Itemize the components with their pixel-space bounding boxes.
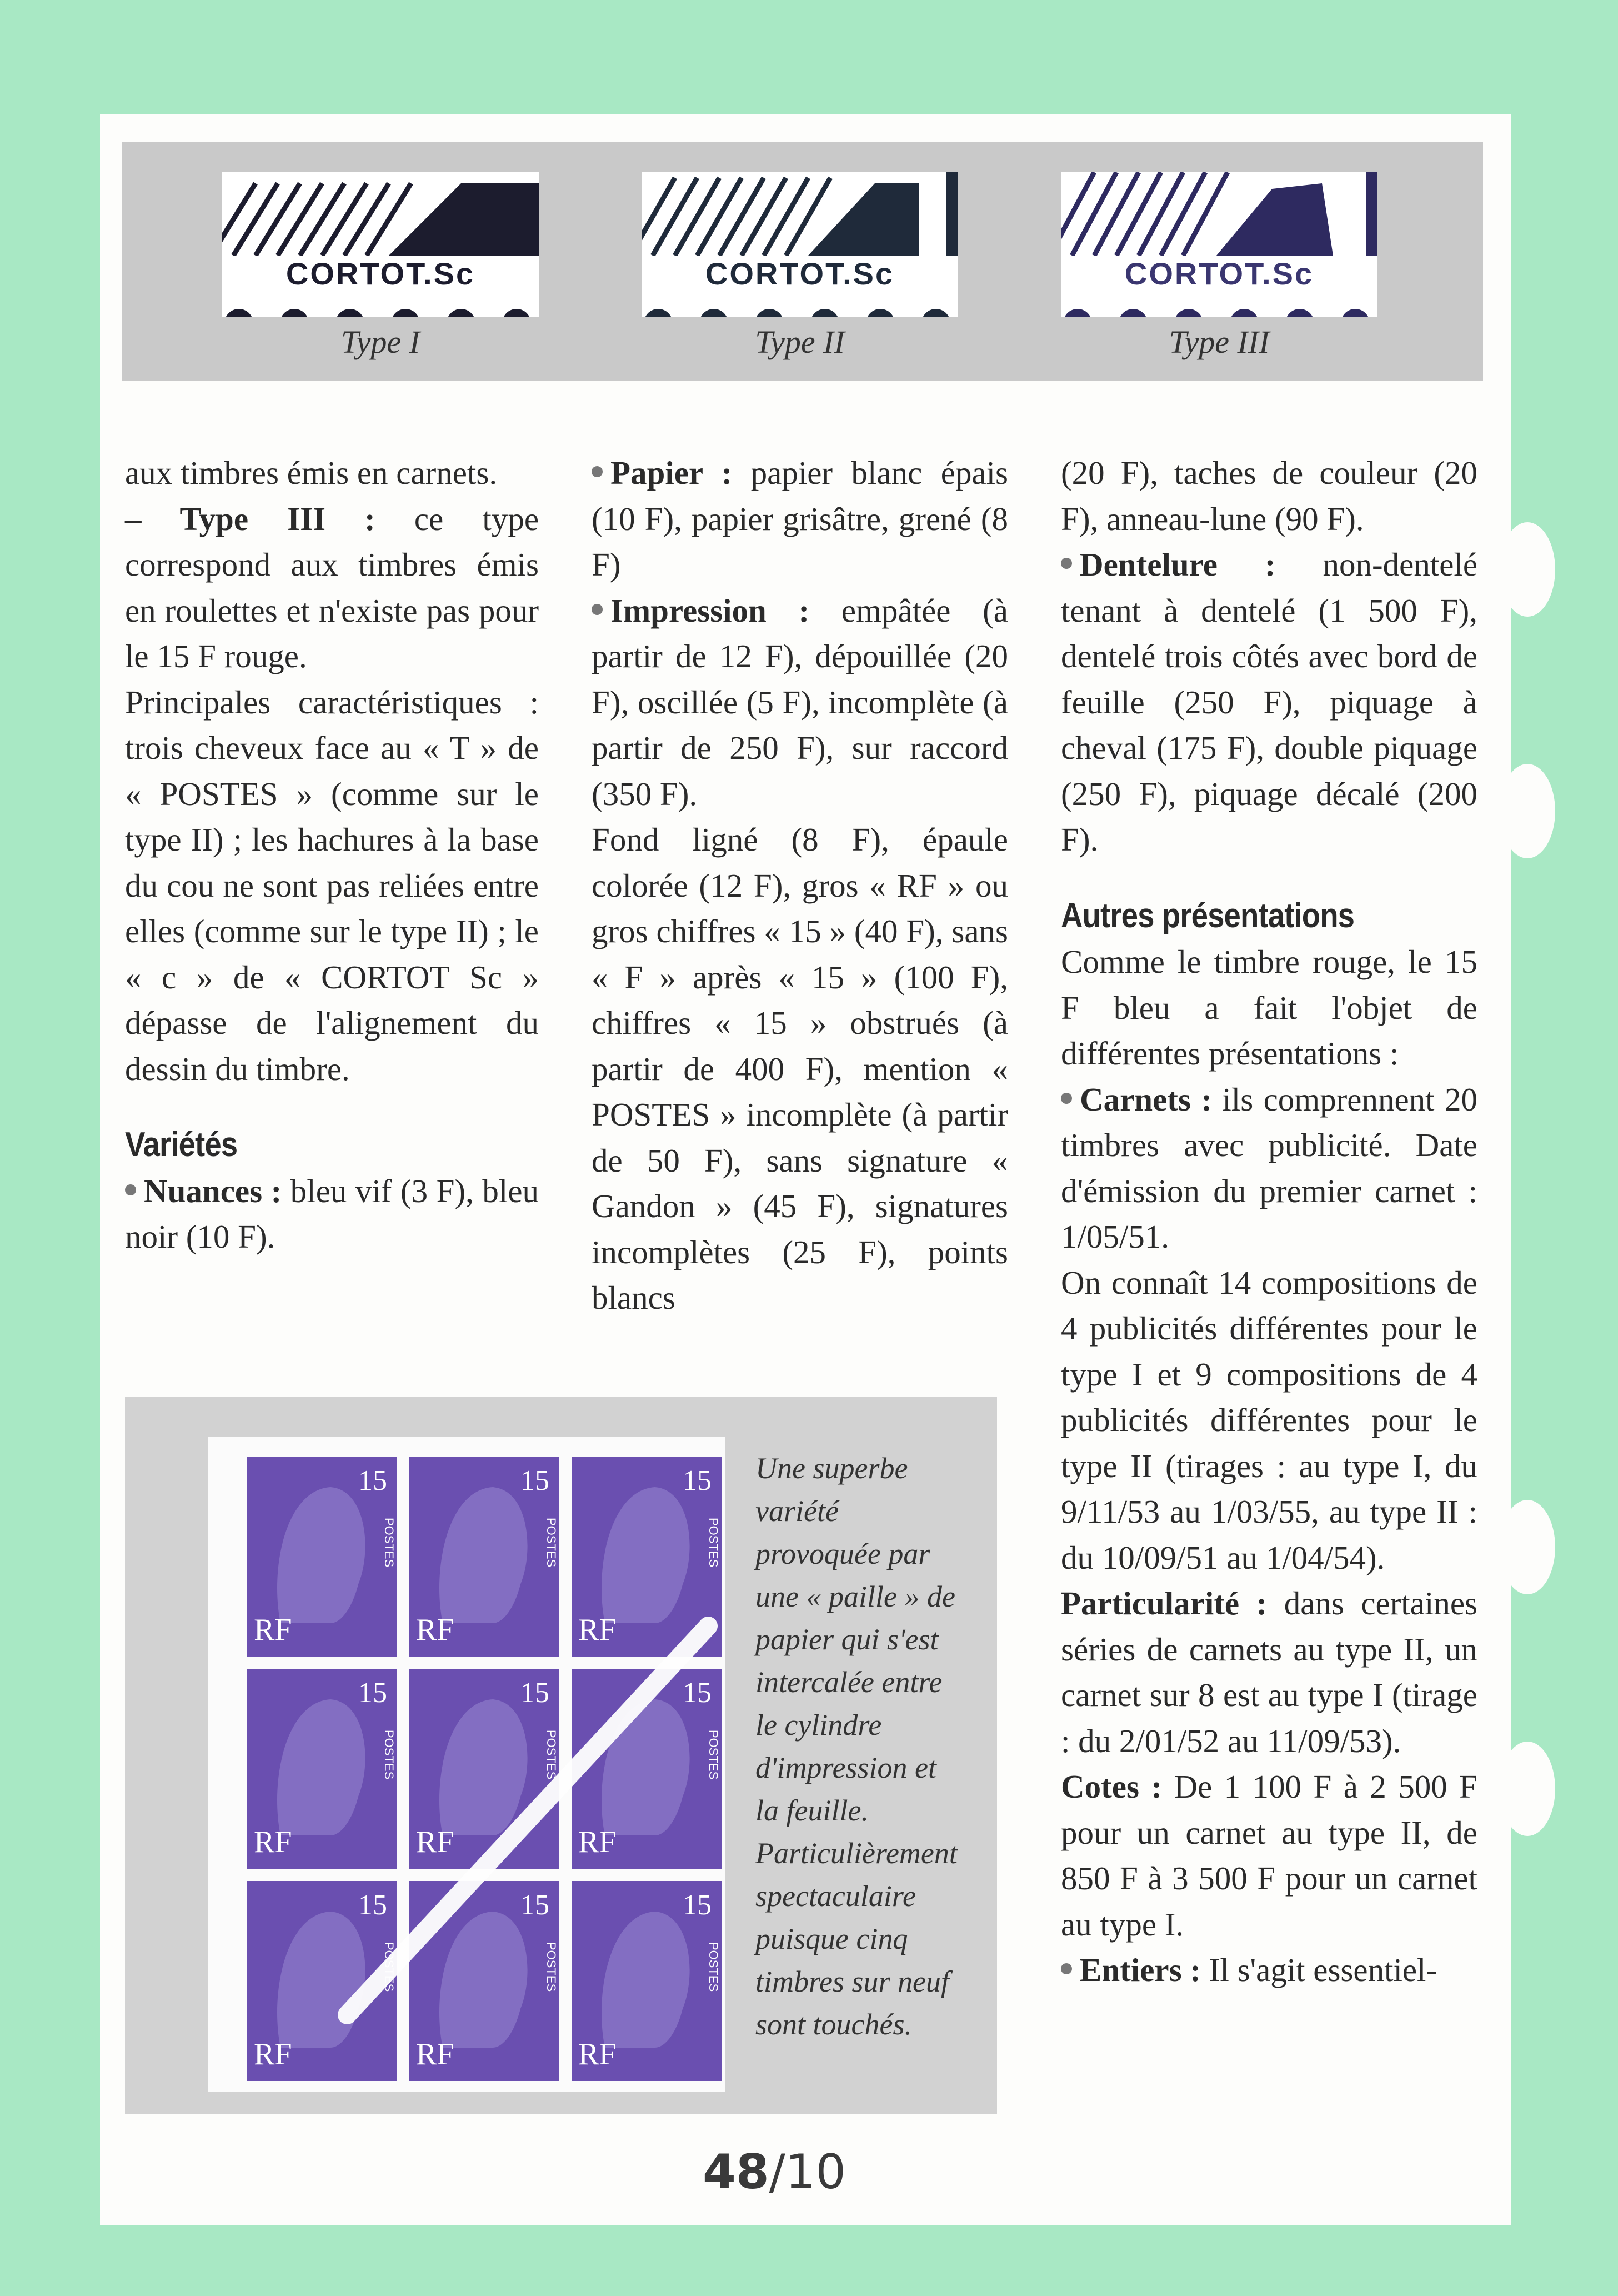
type-1-image xyxy=(222,172,539,317)
binder-hole xyxy=(1500,1742,1555,1836)
stamp-value: 15 xyxy=(358,1465,387,1497)
column-2 xyxy=(592,450,1008,1321)
type-2-caption: Type II xyxy=(755,324,845,360)
col3-paragraph: (20 F), taches de couleur (20 F), anneau-lune (90 F). xyxy=(1061,454,1477,537)
papier-text: papier blanc épais (10 F), papier grisâtre, grené (8 F) xyxy=(592,454,1009,583)
stamp-rf: RF xyxy=(416,2037,454,2072)
page-number-main: 48 xyxy=(703,2144,769,2200)
column-3 xyxy=(1061,450,1477,1993)
nuances-label: Nuances : xyxy=(144,1172,282,1209)
stamp-value: 15 xyxy=(520,1465,549,1497)
column-1 xyxy=(125,450,539,1260)
type-2-panel xyxy=(642,172,958,361)
stamp-value: 15 xyxy=(520,1677,549,1709)
stamp-rf: RF xyxy=(578,1613,617,1647)
bullet-icon xyxy=(592,604,603,615)
impression-paragraph xyxy=(592,588,1008,817)
stamp-postes: POSTES xyxy=(382,1518,396,1568)
stamp-postes: POSTES xyxy=(707,1518,720,1568)
cortot-legend: CORTOT.Sc xyxy=(285,256,475,291)
carnets-label: Carnets : xyxy=(1080,1081,1212,1118)
stamp-postes: POSTES xyxy=(544,1942,558,1992)
intro-paragraph: Comme le timbre rouge, le 15 F bleu a fait l'objet de différentes présentations : xyxy=(1061,943,1477,1072)
stamp-postes: POSTES xyxy=(544,1518,558,1568)
stamp-variety-photo-box xyxy=(125,1397,997,2114)
binder-hole xyxy=(1500,522,1555,617)
cotes-text: De 1 100 F à 2 500 F pour un carnet au type II, de 850 F à 3 500 F pour un carnet au type I. xyxy=(1061,1768,1477,1943)
page-sheet xyxy=(100,114,1511,2225)
bullet-icon xyxy=(1061,1963,1072,1974)
carnets-paragraph xyxy=(1061,1077,1477,1260)
cotes-paragraph xyxy=(1061,1764,1477,1947)
entiers-label: Entiers : xyxy=(1080,1952,1201,1988)
type-1-panel xyxy=(222,172,539,361)
stamp-block-drawing xyxy=(208,1437,725,2092)
fond-paragraph: Fond ligné (8 F), épaule colorée (12 F), gros « RF » ou gros chiffres « 15 » (40 F), sans « F » après « 15 » (100 F), chiffres « 15 » obstrués (à partir de 400 F), mention « POSTES » incomplète (à partir de 50 F), sans signature « Gandon » (45 F), signatures incomplètes (25 F), points blancs xyxy=(592,821,1008,1316)
impression-label: Impression : xyxy=(610,592,810,629)
stamp-postes: POSTES xyxy=(707,1942,720,1992)
stamp xyxy=(247,1669,397,1869)
stamp-rf: RF xyxy=(254,2037,292,2072)
particularite-label: Particularité : xyxy=(1061,1585,1268,1622)
dentelure-label: Dentelure : xyxy=(1080,546,1276,583)
bullet-icon xyxy=(592,466,603,477)
stamp-value: 15 xyxy=(683,1889,712,1921)
stamp-rf: RF xyxy=(254,1613,292,1647)
stamp-rf: RF xyxy=(416,1613,454,1647)
stamp-value: 15 xyxy=(683,1677,712,1709)
binder-hole xyxy=(1500,764,1555,858)
binder-hole xyxy=(1500,1500,1555,1594)
stamp-value: 15 xyxy=(683,1465,712,1497)
type-iii-paragraph xyxy=(125,496,539,679)
dentelure-text: non-dentelé tenant à dentelé (1 500 F), dentelé trois côtés avec bord de feuille (250 F), piquage à cheval (175 F), double piquage (250 F), piquage décalé (200 F). xyxy=(1061,546,1478,858)
carnets-text: ils comprennent 20 timbres avec publicité. Date d'émission du premier carnet : 1/05/51. xyxy=(1061,1081,1477,1255)
col1-paragraph: aux timbres émis en carnets. xyxy=(125,454,498,491)
stamp-value: 15 xyxy=(520,1889,549,1921)
compositions-paragraph: On connaît 14 compositions de 4 publicités différentes pour le type I et 9 compositions de 4 publicités différentes pour le type II (tirages : au type I, du 9/11/53 au 1/03/55, au type II : du 10/09/51 au 1/04/54). xyxy=(1061,1264,1477,1576)
type-3-panel xyxy=(1061,172,1377,361)
autres-presentations-heading: Autres présentations xyxy=(1061,896,1355,935)
dentelure-paragraph xyxy=(1061,542,1477,863)
impression-text: empâtée (à partir de 12 F), dépouillée (20 F), oscillée (5 F), incomplète (à partir de 250 F), sur raccord (350 F). xyxy=(592,592,1008,812)
particularite-text: dans certaines séries de carnets au type II, un carnet sur 8 est au type I (tirage : du 2/01/52 au 11/09/53). xyxy=(1061,1585,1477,1759)
bullet-icon xyxy=(1061,1093,1072,1104)
stamp xyxy=(409,1669,559,1869)
type-3-caption: Type III xyxy=(1169,324,1270,360)
nuances-text: bleu vif (3 F), bleu noir (10 F). xyxy=(125,1172,539,1255)
stamp-rf: RF xyxy=(578,1825,617,1859)
entiers-text: Il s'agit essentiel- xyxy=(1200,1952,1437,1988)
papier-paragraph xyxy=(592,450,1008,588)
cotes-label: Cotes : xyxy=(1061,1768,1162,1805)
stamp xyxy=(409,1457,559,1657)
type-iii-text: ce type correspond aux timbres émis en roulettes et n'existe pas pour le 15 F rouge. xyxy=(125,500,539,674)
type-iii-label: – Type III : xyxy=(125,500,375,537)
characteristics-paragraph: Principales caractéristiques : trois cheveux face au « T » de « POSTES » (comme sur le type II) ; les hachures à la base du cou ne sont pas reliées entre elles (comme sur le type II) ; le « c » de « CORTOT Sc » dépasse de l'alignement du dessin du timbre. xyxy=(125,683,539,1087)
stamp-block-image xyxy=(208,1437,725,2092)
type-illustration-strip xyxy=(122,142,1483,381)
bullet-icon xyxy=(125,1184,136,1195)
stamp-value: 15 xyxy=(358,1677,387,1709)
stamp-value: 15 xyxy=(358,1889,387,1921)
entiers-paragraph xyxy=(1061,1947,1477,1993)
page-number-sub: /10 xyxy=(769,2144,846,2200)
stamp xyxy=(572,1881,722,2081)
stamp-rf: RF xyxy=(254,1825,292,1859)
photo-caption: Une superbe variété provoquée par une « paille » de papier qui s'est intercalée entre le cylindre d'impression et la feuille. Particulièrement spectaculaire puisque cinq timbres sur neuf sont touchés. xyxy=(755,1452,958,2041)
cortot-legend: CORTOT.Sc xyxy=(705,256,895,291)
varietes-heading: Variétés xyxy=(125,1126,238,1164)
stamp xyxy=(247,1457,397,1657)
bullet-icon xyxy=(1061,558,1072,569)
type-2-image xyxy=(642,172,958,317)
page-number xyxy=(703,2144,846,2200)
stamp-postes: POSTES xyxy=(382,1730,396,1780)
nuances-paragraph xyxy=(125,1168,539,1260)
stamp-postes: POSTES xyxy=(544,1730,558,1780)
stamp-postes: POSTES xyxy=(707,1730,720,1780)
particularite-paragraph xyxy=(1061,1580,1477,1764)
type-1-caption: Type I xyxy=(340,324,420,360)
type-3-image xyxy=(1061,172,1377,317)
papier-label: Papier : xyxy=(610,454,733,491)
stamp-rf: RF xyxy=(416,1825,454,1859)
stamp-rf: RF xyxy=(578,2037,617,2072)
cortot-legend: CORTOT.Sc xyxy=(1124,256,1314,291)
